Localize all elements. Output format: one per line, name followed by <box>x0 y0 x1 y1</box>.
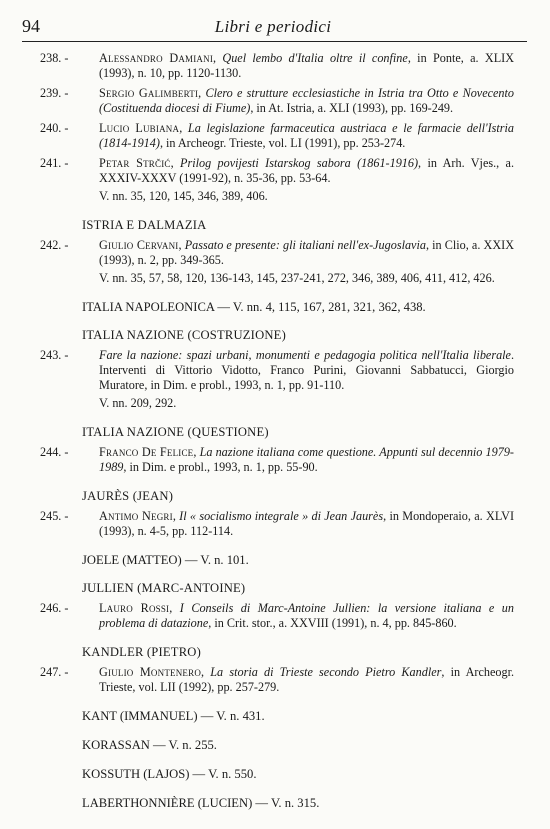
entry-title: Clero e strutture ecclesiastiche in Istria tra Otto e Novecento (Costituenda diocesi di Fiume) <box>99 86 515 115</box>
entry-number: 239. - <box>40 86 69 100</box>
entry-separator: , <box>198 86 206 100</box>
entry-details: , in Clio, a. XXIX (1993), n. 2, pp. 349-365. <box>99 238 514 267</box>
entry-details: , in Arh. Vjes., a. XXXIV-XXXV (1991-92), n. 35-36, pp. 53-64. <box>99 156 515 185</box>
entry-separator: , <box>213 51 223 65</box>
entry-title: Prilog povijesti Istarskog sabora (1861-1916) <box>180 156 419 170</box>
bibliography-entry <box>0 445 550 475</box>
entry-details: , in Crit. stor., a. XXVIII (1991), n. 4, pp. 845-860. <box>208 616 457 630</box>
bibliography-entry <box>0 51 550 81</box>
entry-author: Antimo Negri <box>99 509 173 523</box>
entry-number: 238. - <box>40 51 69 65</box>
entry-details: , in Archeogr. Trieste, vol. LII (1992), pp. 257-279. <box>99 665 515 694</box>
bibliography-entry <box>0 509 550 539</box>
bibliography-entry <box>0 238 550 268</box>
entry-author: Lauro Rossi <box>99 601 170 615</box>
entry-number: 242. - <box>40 238 69 252</box>
entry-title: Passato e presente: gli italiani nell'ex-Jugoslavia <box>184 238 426 252</box>
entry-title: Fare la nazione: spazi urbani, monumenti e pedagogia politica nell'Italia liberale <box>99 348 511 362</box>
section-heading: ITALIA NAZIONE (QUESTIONE) <box>82 425 269 439</box>
entry-separator: , <box>172 509 180 523</box>
entry-author: Giulio Montenero <box>99 665 202 679</box>
bibliography-entry <box>0 86 550 116</box>
entry-separator: , <box>169 601 180 615</box>
entry-number: 246. - <box>40 601 69 615</box>
bibliography-list <box>0 51 550 811</box>
entry-details: . Interventi di Vittorio Vidotto, Franco Purini, Giovanni Sabbatucci, Giorgio Muratore, in Dim. e probl., 1993, n. 1, pp. 91-110. <box>99 348 514 392</box>
entry-number: 247. - <box>40 665 69 679</box>
page-header <box>22 14 524 40</box>
entry-author: Alessandro Damiani <box>99 51 214 65</box>
bibliography-entry <box>0 601 550 631</box>
section-heading: KANDLER (PIETRO) <box>82 645 201 659</box>
section-heading: ITALIA NAZIONE (COSTRUZIONE) <box>82 328 286 342</box>
entry-separator: , <box>178 238 185 252</box>
entry-details: , in Archeogr. Trieste, vol. LI (1991), pp. 253-274. <box>159 136 406 150</box>
index-entry: LABERTHONNIÈRE (LUCIEN) — V. n. 315. <box>82 796 320 810</box>
entry-title: La nazione italiana come questione. Appunti sul decennio 1979-1989 <box>99 445 514 474</box>
entry-number: 241. - <box>40 156 69 170</box>
entry-details: , in Dim. e probl., 1993, n. 1, pp. 55-90. <box>123 460 318 474</box>
bibliography-entry <box>0 348 550 393</box>
entry-separator: , <box>170 156 181 170</box>
header-rule <box>22 41 527 42</box>
index-entry: KOSSUTH (LAJOS) — V. n. 550. <box>82 767 257 781</box>
bibliography-entry <box>0 156 550 186</box>
entry-title: I Conseils di Marc-Antoine Jullien: la versione italiana e un problema di datazione <box>99 601 514 630</box>
bibliography-entry <box>0 665 550 695</box>
index-entry: KANT (IMMANUEL) — V. n. 431. <box>82 709 265 723</box>
entry-author: Lucio Lubiana <box>99 121 180 135</box>
index-entry: ITALIA NAPOLEONICA — V. nn. 4, 115, 167, 281, 321, 362, 438. <box>82 300 426 314</box>
entry-details: , in Mondoperaio, a. XLVI (1993), n. 4-5, pp. 112-114. <box>99 509 515 538</box>
entry-separator: , <box>201 665 211 679</box>
entry-number: 245. - <box>40 509 69 523</box>
cross-reference: V. nn. 35, 120, 145, 346, 389, 406. <box>99 189 268 203</box>
entry-author: Franco De Felice <box>99 445 194 459</box>
page-number: 94 <box>22 16 40 36</box>
entry-details: , in At. Istria, a. XLI (1993), pp. 169-249. <box>250 101 454 115</box>
entry-title: La legislazione farmaceutica austriaca e le farmacie dell'Istria (1814-1914) <box>99 121 514 150</box>
index-entry: JOELE (MATTEO) — V. n. 101. <box>82 553 249 567</box>
section-heading: JAURÈS (JEAN) <box>82 489 174 503</box>
entry-separator: , <box>179 121 188 135</box>
entry-number: 244. - <box>40 445 69 459</box>
bibliography-entry <box>0 121 550 151</box>
index-entry: KORASSAN — V. n. 255. <box>82 738 217 752</box>
entry-author: Giulio Cervani <box>99 238 179 252</box>
entry-title: Quel lembo d'Italia oltre il confine <box>222 51 408 65</box>
section-heading: ISTRIA E DALMAZIA <box>82 218 207 232</box>
entry-title: La storia di Trieste secondo Pietro Kandler <box>210 665 442 679</box>
entry-author: Petar Strčić <box>99 156 171 170</box>
cross-reference: V. nn. 35, 57, 58, 120, 136-143, 145, 237-241, 272, 346, 389, 406, 411, 412, 426. <box>99 271 495 285</box>
entry-separator: , <box>193 445 200 459</box>
cross-reference: V. nn. 209, 292. <box>99 396 177 410</box>
section-heading: JULLIEN (MARC-ANTOINE) <box>82 581 246 595</box>
entry-details: , in Ponte, a. XLIX (1993), n. 10, pp. 1120-1130. <box>99 51 514 80</box>
entry-number: 240. - <box>40 121 69 135</box>
entry-author: Sergio Galimberti <box>99 86 199 100</box>
entry-number: 243. - <box>40 348 69 362</box>
running-title: Libri e periodici <box>214 17 332 36</box>
entry-title: Il « socialismo integrale » di Jean Jaurès <box>179 509 384 523</box>
